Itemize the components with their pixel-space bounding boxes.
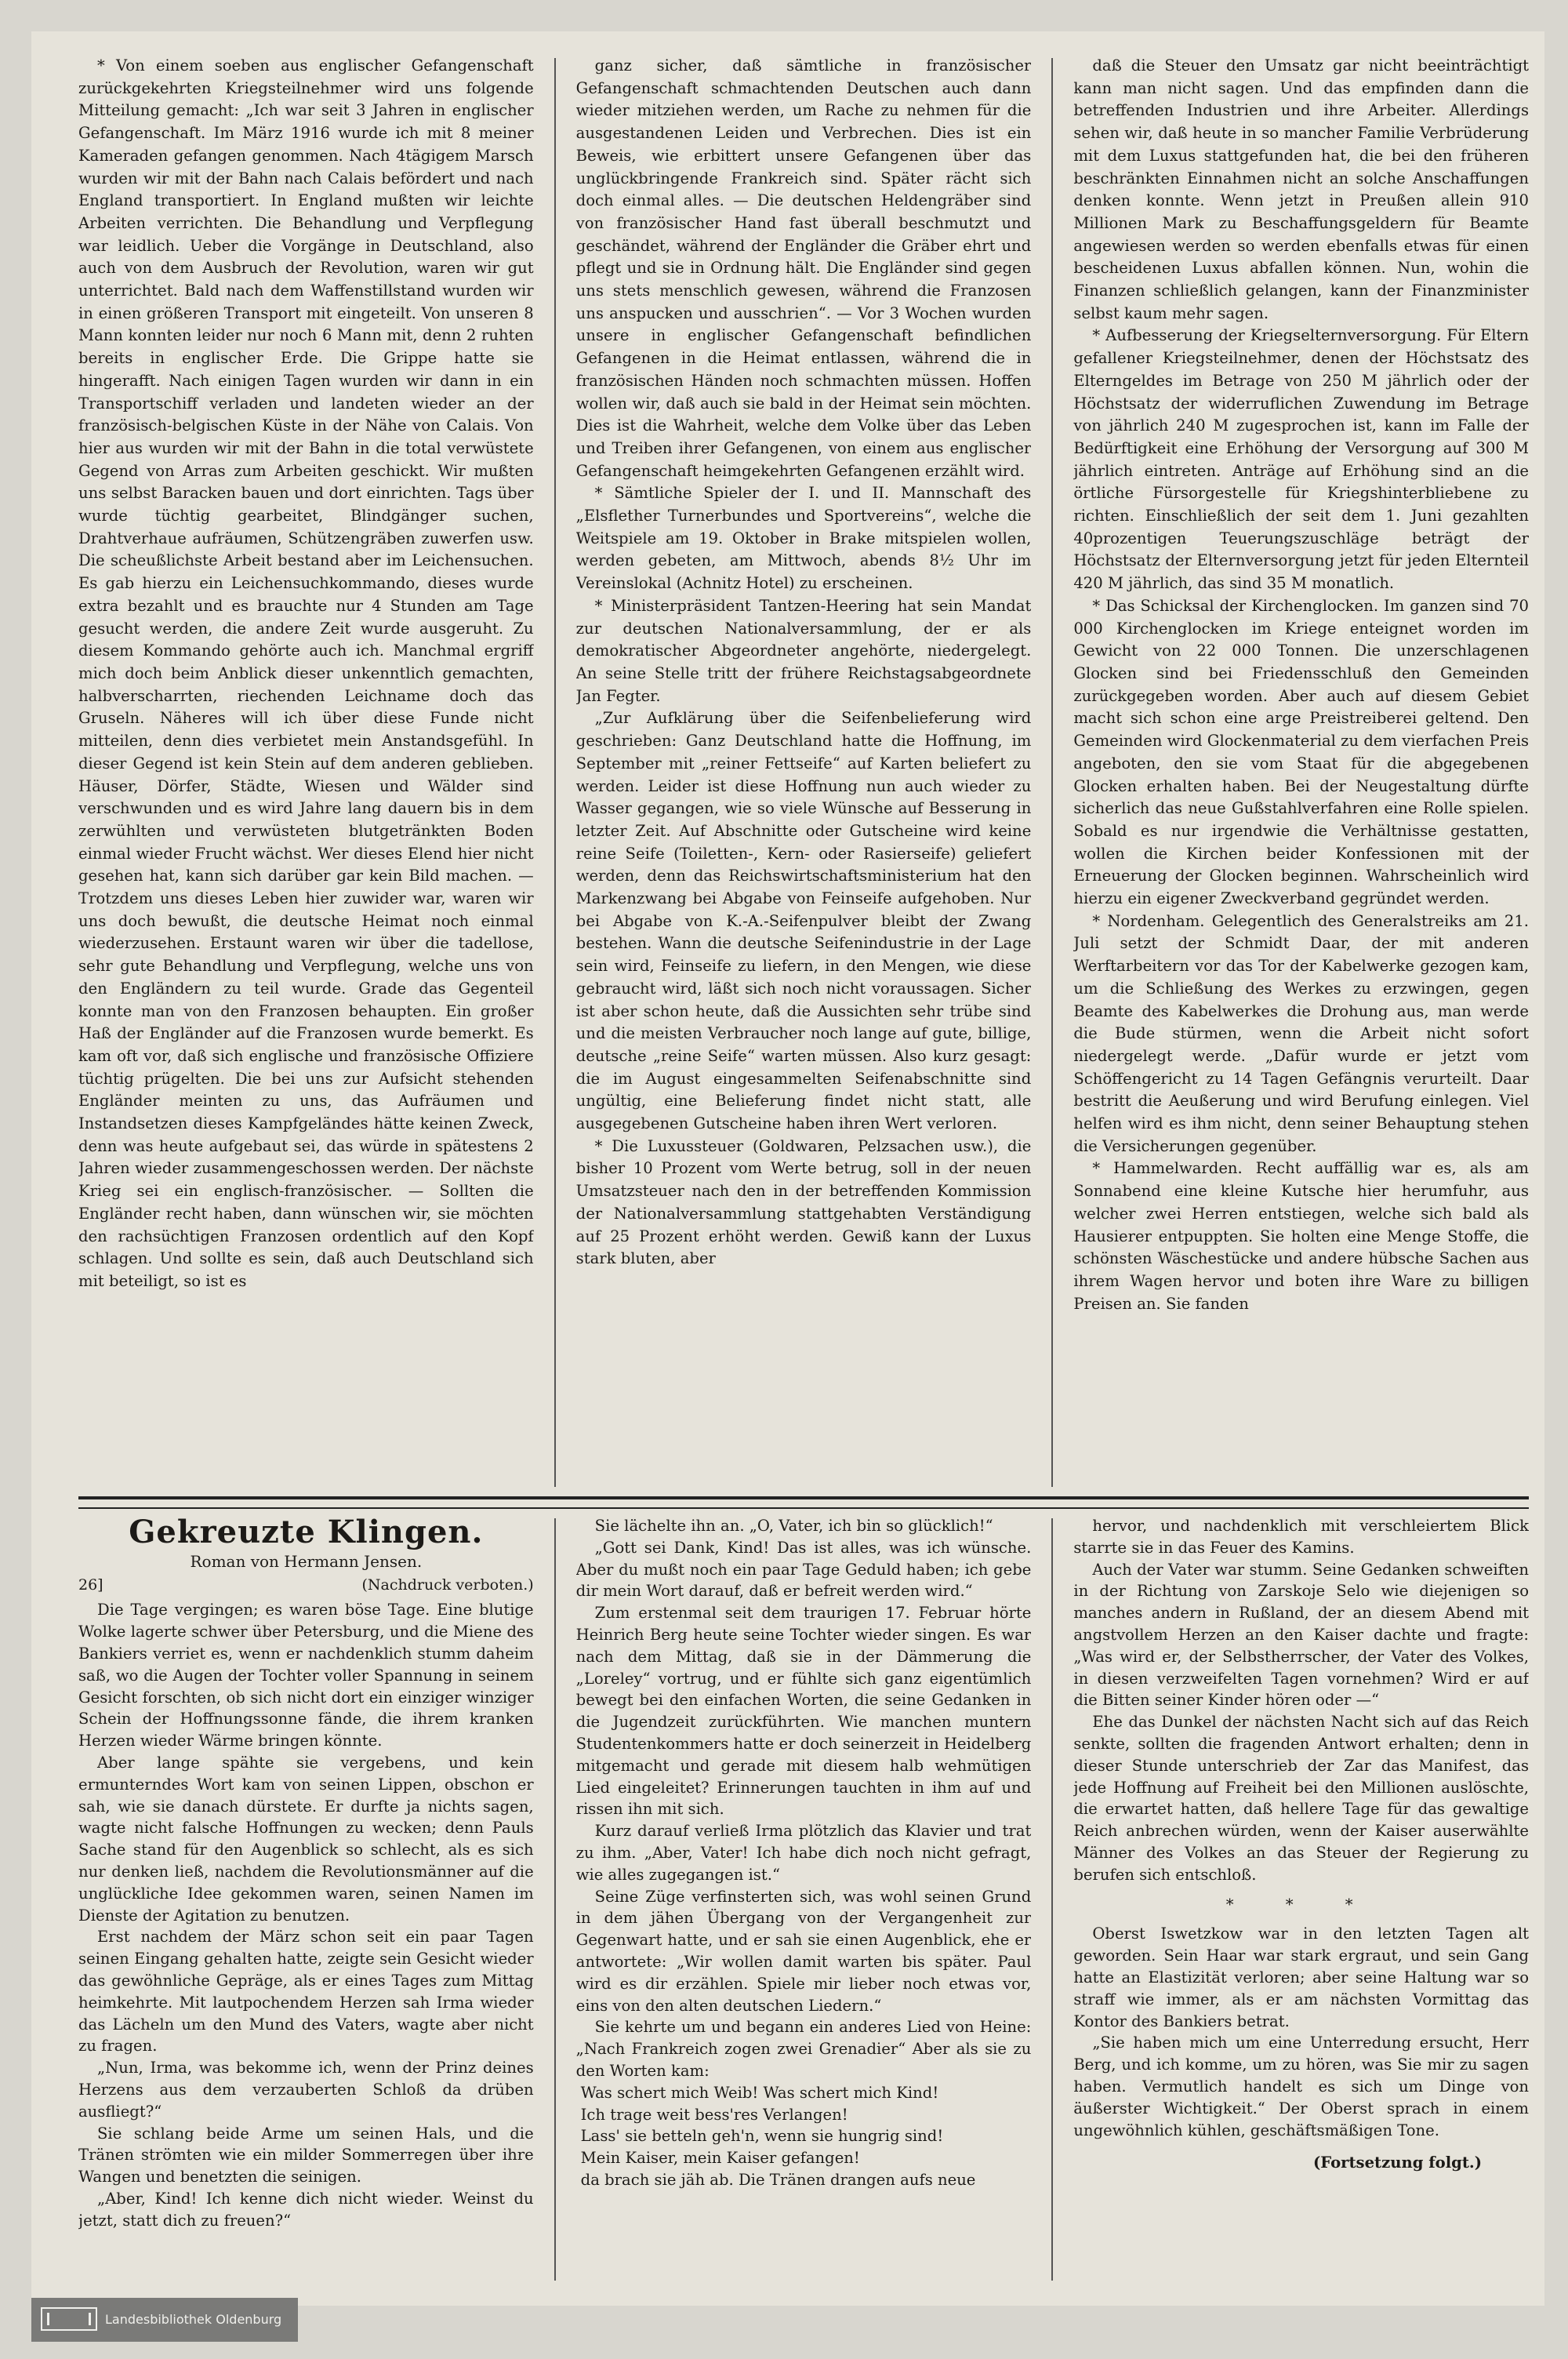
serial-text-2 — [576, 1515, 1032, 2082]
paragraph: Kurz darauf verließ Irma plötzlich das Klavier und trat zu ihm. „Aber, Vater! Ich habe dich noch nicht gefragt, wie alles zugegangen ist.“ — [575, 1822, 1032, 1884]
section-separator — [78, 1496, 1529, 1509]
serial-byline: Roman von Hermann Jensen. — [190, 1551, 423, 1571]
news-section — [78, 55, 1529, 1490]
paragraph: * Nordenham. Gelegentlich des Generalstreiks am 21. Juli setzt der Schmidt Daar, der mit anderen Werftarbeitern vor das Tor der Kabelwerke gezogen kam, um die Schließung des Werkes zu erzwingen, gegen Beamte des Kabelwerkes die Drohung aus, man werde die Bude stürmen, wenn die Arbeit nicht sofort niedergelegt werde. „Dafür wurde er jetzt vom Schöffengericht zu 14 Tagen Gefängnis verurteilt. Daar bestritt die Aeußerung und wird Berufung einlegen. Viel helfen wird es ihm nicht, denn seiner Behauptung stehen die Versicherungen gegenüber. — [1073, 911, 1530, 1155]
paragraph: „Gott sei Dank, Kind! Das ist alles, was ich wünsche. Aber du mußt noch ein paar Tage Geduld haben; ich gebe dir mein Wort darauf, daß er befreit werden wird.“ — [575, 1538, 1032, 1601]
library-logo-icon — [41, 2307, 97, 2331]
poem-line: Was schert mich Weib! Was schert mich Kind! — [580, 2083, 939, 2102]
section-stars: * * * — [1225, 1895, 1377, 1914]
poem-verse — [576, 2082, 1032, 2169]
paragraph: Auch der Vater war stumm. Seine Gedanken schweiften in der Richtung von Zarskoje Selo wie diejenigen so manches andern in Rußland, der an diesem Abend mit angstvollem Herzen an den Kaiser dachte und fragte: „Was wird er, der Selbstherrscher, der Vater des Volkes, in diesen verzweifelten Tagen vornehmen? Wird er auf die Bitten seiner Kinder hören oder —“ — [1073, 1560, 1530, 1710]
news-column-2 — [576, 55, 1032, 1490]
paragraph: „Sie haben mich um eine Unterredung ersucht, Herr Berg, und ich komme, um zu hören, was Sie mir zu sagen haben. Vermutlich handelt es sich um Dinge von äußerster Wichtigkeit.“ Der Oberst sprach in einem ungewöhnlich kühlen, geschäftsmäßigen Tone. — [1073, 2034, 1530, 2139]
paragraph: * Ministerpräsident Tantzen-Heering hat sein Mandat zur deutschen Nationalversammlung, der er als demokratischer Abgeordneter angehörte, niedergelegt. An seine Stelle tritt der frühere Reichstagsabgeordnete Jan Fegter. — [575, 596, 1032, 705]
serial-column-1 — [78, 1515, 534, 2284]
paragraph: „Zur Aufklärung über die Seifenbelieferung wird geschrieben: Ganz Deutschland hatte die Hoffnung, im September mit „reiner Fettseife“ auf Karten beliefert zu werden. Leider ist diese Hoffnung nun auch wieder zu Wasser gegangen, wie so viele Wünsche auf Besserung in letzter Zeit. Auf Abschnitte oder Gutscheine wird keine reine Seife (Toiletten-, Kern- oder Rasierseife) geliefert werden, denn das Reichswirtschaftsministerium hat den Markenzwang bei Abgabe von Feinseife aufgehoben. Nur bei Abgabe von K.-A.-Seifenpulver bleibt der Zwang bestehen. Wann die deutsche Seifenindustrie in der Lage sein wird, Feinseife zu liefern, in den Mengen, wie diese gebraucht wird, läßt sich noch nicht voraussagen. Sicher ist aber schon heute, daß die Aussichten sehr trübe sind und die meisten Verbraucher noch lange auf gute, billige, deutsche „reine Seife“ warten müssen. Also kurz gesagt: die im August eingesammelten Seifenabschnitte sind ungültig, eine Belieferung findet nicht statt, alle ausgegebenen Gutscheine haben ihren Wert verloren. — [575, 709, 1032, 1133]
poem-line: Mein Kaiser, mein Kaiser gefangen! — [580, 2149, 860, 2168]
paragraph: Aber lange spähte sie vergebens, und kein ermunterndes Wort kam von seinen Lippen, obschon er sah, wie sie danach dürstete. Er durfte ja nichts sagen, wagte nicht falsche Hoffnungen zu wecken; denn Pauls Sache stand für den Augenblick so schlecht, als es sich nur denken ließ, nachdem die Revolutionsmänner auf die unglückliche Idee gekommen waren, seinen Namen im Dienste der Agitation zu benutzen. — [78, 1753, 534, 1925]
serial-section — [78, 1515, 1529, 2284]
news-column-1 — [78, 55, 534, 1490]
paragraph: Ehe das Dunkel der nächsten Nacht sich auf das Reich senkte, sollten die fragenden Antwort erhalten; denn in dieser Stunde unterschrieb der Zar das Manifest, das jede Hoffnung auf Freiheit bei den Millionen auslöschte, die erwartet hatten, daß hellere Tage für das gewaltige Reich anbrechen würden, wenn der Kaiser auserwählte Männer des Volkes an das Steuer der Regierung zu berufen sich entschloß. — [1073, 1713, 1530, 1884]
serial-text-3 — [1073, 1515, 1529, 1886]
paragraph: * Sämtliche Spieler der I. und II. Mannschaft des „Elsflether Turnerbundes und Sportvereins“, welche die Weitspiele am 19. Oktober in Brake mitspielen wollen, werden gebeten, am Mittwoch, abends 8½ Uhr im Vereinslokal (Achnitz Hotel) zu erscheinen. — [575, 484, 1032, 593]
paragraph: Sie kehrte um und begann ein anderes Lied von Heine: „Nach Frankreich zogen zwei Grenadier“ Aber als sie zu den Worten kam: — [575, 2018, 1032, 2080]
poem-after: da brach sie jäh ab. Die Tränen drangen aufs neue — [580, 2170, 976, 2189]
paragraph: daß die Steuer den Umsatz gar nicht beeinträchtigt kann man nicht sagen. Und das empfinden dann die betreffenden Industrien und ihre Arbeiter. Allerdings sehen wir, daß heute in so mancher Familie Verbrüderung mit dem Luxus stattgefunden hat, die bei den früheren beschränkten Einnahmen nicht an solche Anschaffungen denken konnte. Wenn jetzt in Preußen allein 910 Millionen Mark zu Beschaffungsgeldern für Beamte angewiesen werden so werden ebenfalls etwas für einen bescheidenen Luxus abfallen können. Nun, wohin die Finanzen schließlich gelangen, kann der Finanzminister selbst kaum mehr sagen. — [1073, 56, 1530, 322]
serial-text-1 — [78, 1599, 534, 2231]
poem-line: Ich trage weit bess'res Verlangen! — [580, 2105, 848, 2124]
paragraph: Sie schlang beide Arme um seinen Hals, und die Tränen strömten wie ein milder Sommerregen über ihre Wangen und benetzten die seinigen. — [78, 2124, 534, 2186]
paragraph: Oberst Iswetzkow war in den letzten Tagen alt geworden. Sein Haar war stark ergraut, und sein Gang hatte an Elastizität verloren; aber seine Haltung war so straff wie immer, als er am nächsten Vormittag das Kontor des Bankiers betrat. — [1073, 1925, 1530, 2030]
column-divider — [554, 1518, 556, 2281]
library-name: Landesbibliothek Oldenburg — [105, 2311, 282, 2327]
paragraph: * Von einem soeben aus englischer Gefangenschaft zurückgekehrten Kriegsteilnehmer wird uns folgende Mitteilung gemacht: „Ich war seit 3 Jahren in englischer Gefangenschaft. Im März 1916 wurde ich mit 8 meiner Kameraden gefangen genommen. Nach 4tägigem Marsch wurden wir mit der Bahn nach Calais befördert und nach England transportiert. In England mußten wir leichte Arbeiten verrichten. Die Behandlung und Verpflegung war leidlich. Ueber die Vorgänge in Deutschland, also auch von dem Ausbruch der Revolution, waren wir gut unterrichtet. Bald nach dem Waffenstillstand wurden wir in einen größeren Transport mit eingeteilt. Von unseren 8 Mann konnten leider nur noch 6 Mann mit, denn 2 ruhten bereits in englischer Erde. Die Grippe hatte sie hingerafft. Nach einigen Tagen wurden wir dann in ein Transportschiff verladen und landeten wieder an der französisch-belgischen Küste in der Nähe von Calais. Von hier aus wurden wir mit der Bahn in die total verwüstete Gegend von Arras zum Arbeiten geschickt. Wir mußten uns selbst Baracken bauen und dort einrichten. Tags über wurde tüchtig gearbeitet, Blindgänger suchen, Drahtverhaue aufräumen, Schützengräben zuwerfen usw. Die scheußlichste Arbeit bestand aber im Leichensuchen. Es gab hierzu ein Leichensuchkommando, dieses wurde extra bezahlt und es brauchte nur 4 Stunden am Tage gesucht werden, die andere Zeit wurde ausgeruht. Zu diesem Kommando gehörte auch ich. Manchmal ergriff mich doch beim Anblick dieser unkenntlich gemachten, halbverscharrten, riechenden Leichname doch das Gruseln. Näheres will ich über diese Funde nicht mitteilen, denn dies verbietet mein Anstandsgefühl. In dieser Gegend ist kein Stein auf dem anderen geblieben. Häuser, Dörfer, Städte, Wiesen und Wälder sind verschwunden und es wird Jahre lang dauern bis in dem zerwühlten und verwüsteten blutgetränkten Boden einmal wieder Frucht wächst. Wer dieses Elend hier nicht gesehen hat, kann sich darüber gar kein Bild machen. — Trotzdem uns dieses Leben hier zuwider war, waren wir uns doch bewußt, die deutsche Heimat noch einmal wiederzusehen. Erstaunt waren wir über die tadellose, sehr gute Behandlung und Verpflegung, welche uns von den Engländern zu teil wurde. Grade das Gegenteil konnte man von den Franzosen behaupten. Ein großer Haß der Engländer auf die Franzosen wurde bemerkt. Es kam oft vor, daß sich englische und französische Offiziere tüchtig prügelten. Die bei uns zur Aufsicht stehenden Engländer meinten zu uns, das Aufräumen und Instandsetzen dieses Kampfgeländes hätte keinen Zweck, denn was heute aufgebaut sei, das würde in spätestens 2 Jahren wieder zusammengeschossen werden. Der nächste Krieg sei ein englisch-französischer. — Sollten die Engländer recht haben, dann wünschen wir, sie möchten den rachsüchtigen Franzosen ordentlich auf den Kopf schlagen. Und sollte es sein, daß auch Deutschland sich mit beteiligt, so ist es — [78, 56, 534, 1290]
serial-column-2 — [576, 1515, 1032, 2284]
paragraph: Erst nachdem der März schon seit ein paar Tagen seinen Eingang gehalten hatte, zeigte sein Gesicht wieder das gewöhnliche Gepräge, als er eines Tages zum Mittag heimkehrte. Mit lautpochendem Herzen sah Irma wieder das Lächeln um den Mund des Vaters, wagte aber nicht zu fragen. — [78, 1928, 534, 2055]
paragraph: * Hammelwarden. Recht auffällig war es, als am Sonnabend eine kleine Kutsche hier herumfuhr, aus welcher zwei Herren entstiegen, welche sich bald als Hausierer entpuppten. Sie holten eine Menge Stoffe, die schönsten Wäschestücke und andere hübsche Sachen aus ihrem Wagen hervor und boten ihre Ware zu billigen Preisen an. Sie fanden — [1073, 1159, 1530, 1313]
paragraph: * Das Schicksal der Kirchenglocken. Im ganzen sind 70 000 Kirchenglocken im Kriege enteignet worden im Gewicht von 22 000 Tonnen. Die unzerschlagenen Glocken sind bei Friedensschluß den Gemeinden zurückgegeben worden. Aber auch auf diesem Gebiet macht sich schon eine arge Preistreiberei geltend. Den Gemeinden wird Glockenmaterial zu dem vierfachen Preis angeboten, den sie vom Staat für die abgegebenen Glocken erhalten haben. Bei der Neugestaltung dürfte sicherlich das neue Gußstahlverfahren eine Rolle spielen. Sobald es nur irgendwie die Verhältnisse gestatten, wollen die Kirchen beider Konfessionen mit der Erneuerung der Glocken beginnen. Wahrscheinlich wird hierzu ein eigener Zweckverband gegründet werden. — [1073, 596, 1530, 908]
continued-note: (Fortsetzung folgt.) — [1312, 2154, 1483, 2172]
column-divider — [554, 58, 556, 1487]
newspaper-page — [31, 31, 1544, 2306]
poem-line: Lass' sie betteln geh'n, wenn sie hungrig sind! — [580, 2127, 944, 2146]
paragraph: Seine Züge verfinsterten sich, was wohl seinen Grund in dem jähen Übergang von der Vergangenheit zur Gegenwart hatte, und er sah sie einen Augenblick, ehe er antwortete: „Wir wollen damit warten bis später. Paul wird es dir erzählen. Spiele mir lieber noch etwas vor, eins von den alten deutschen Liedern.“ — [575, 1887, 1032, 2015]
paragraph: ganz sicher, daß sämtliche in französischer Gefangenschaft schmachtenden Deutschen auch dann wieder mitziehen werden, um Rache zu nehmen für die ausgestandenen Leiden und Verbrechen. Dies ist ein Beweis, wie erbittert unsere Gefangenen über das unglückbringende Frankreich sind. Später rächt sich doch einmal alles. — Die deutschen Heldengräber sind von französischer Hand fast überall beschmutzt und geschändet, während der Engländer die Gräber ehrt und pflegt und sie in Ordnung hält. Die Engländer sind gegen uns stets menschlich gewesen, während die Franzosen uns anspucken und ausschrien“. — Vor 3 Wochen wurden unsere in englischer Gefangenschaft befindlichen Gefangenen in die Heimat entlassen, während die in französischen Händen noch schmachten müssen. Hoffen wollen wir, daß auch sie bald in der Heimat sein möchten. Dies ist die Wahrheit, welche dem Volke über das Leben und Treiben ihrer Gefangenen, von einem aus englischer Gefangenschaft heimgekehrten Gefangenen erzählt wird. — [575, 56, 1032, 480]
paragraph: * Die Luxussteuer (Goldwaren, Pelzsachen usw.), die bisher 10 Prozent vom Werte betrug, soll in der neuen Umsatzsteuer nach den in der betreffenden Kommission der Nationalversammlung stattgehabten Verständigung auf 25 Prozent erhöht werden. Gewiß kann der Luxus stark bluten, aber — [575, 1136, 1032, 1268]
reprint-notice: (Nachdruck verboten.) — [361, 1576, 534, 1594]
paragraph: * Aufbesserung der Kriegselternversorgung. Für Eltern gefallener Kriegsteilnehmer, denen der Höchstsatz des Elterngeldes im Betrage von 250 M jährlich oder der Höchstsatz der widerruflichen Zuwendung im Betrage von jährlich 240 M zugesprochen ist, kann im Falle der Bedürftigkeit eine Erhöhung der Versorgung auf 300 M jährlich eintreten. Anträge auf Erhöhung sind an die örtliche Fürsorgestelle für Kriegshinterbliebene zu richten. Einschließlich der seit dem 1. Juni gezahlten 40prozentigen Teuerungszuschläge beträgt der Höchstsatz der Elternversorgung jetzt für jeden Elternteil 420 M jährlich, das sind 35 M monatlich. — [1073, 326, 1530, 593]
paragraph: „Aber, Kind! Ich kenne dich nicht wieder. Weinst du jetzt, statt dich zu freuen?“ — [78, 2189, 534, 2230]
paragraph: hervor, und nachdenklich mit verschleiertem Blick starrte sie in das Feuer des Kamins. — [1073, 1517, 1530, 1557]
column-divider — [1051, 1518, 1053, 2281]
serial-column-3 — [1073, 1515, 1529, 2284]
paragraph: „Nun, Irma, was bekomme ich, wenn der Prinz deines Herzens aus dem verzauberten Schloß da drüben ausfliegt?“ — [78, 2059, 534, 2121]
paragraph: Zum erstenmal seit dem traurigen 17. Februar hörte Heinrich Berg heute seine Tochter wieder singen. Es war nach dem Mittag, daß sie in der Dämmerung die „Loreley“ vortrug, und er fühlte sich ganz eigentümlich bewegt bei den einfachen Worten, die seine Gedanken in die Jugendzeit zurückführten. Wie manchen muntern Studentenkommers hatte er doch seinerzeit in Heidelberg mitgemacht und gerade mit diesem halb wehmütigen Lied eingeleitet? Erinnerungen tauchten in ihm auf und rissen ihn mit sich. — [575, 1604, 1032, 1819]
footer — [41, 2307, 281, 2331]
serial-text-3b — [1073, 1923, 1529, 2141]
news-column-3 — [1073, 55, 1529, 1490]
paragraph: Sie lächelte ihn an. „O, Vater, ich bin so glücklich!“ — [594, 1517, 993, 1535]
paragraph: Die Tage vergingen; es waren böse Tage. Eine blutige Wolke lagerte schwer über Petersburg, und die Miene des Bankiers verriet es, wenn er nachdenklich stumm daheim saß, wo die Augen der Tochter voller Spannung in seinem Gesicht forschten, ob sich nicht dort ein einziger winziger Schein der Hoffnungssonne fände, die ihrem kranken Herzen wieder Wärme bringen könnte. — [78, 1601, 534, 1750]
serial-meta — [78, 1575, 534, 1597]
serial-title: Gekreuzte Klingen. — [129, 1515, 484, 1550]
column-divider — [1051, 58, 1053, 1487]
serial-installment-number: 26] — [78, 1576, 103, 1594]
